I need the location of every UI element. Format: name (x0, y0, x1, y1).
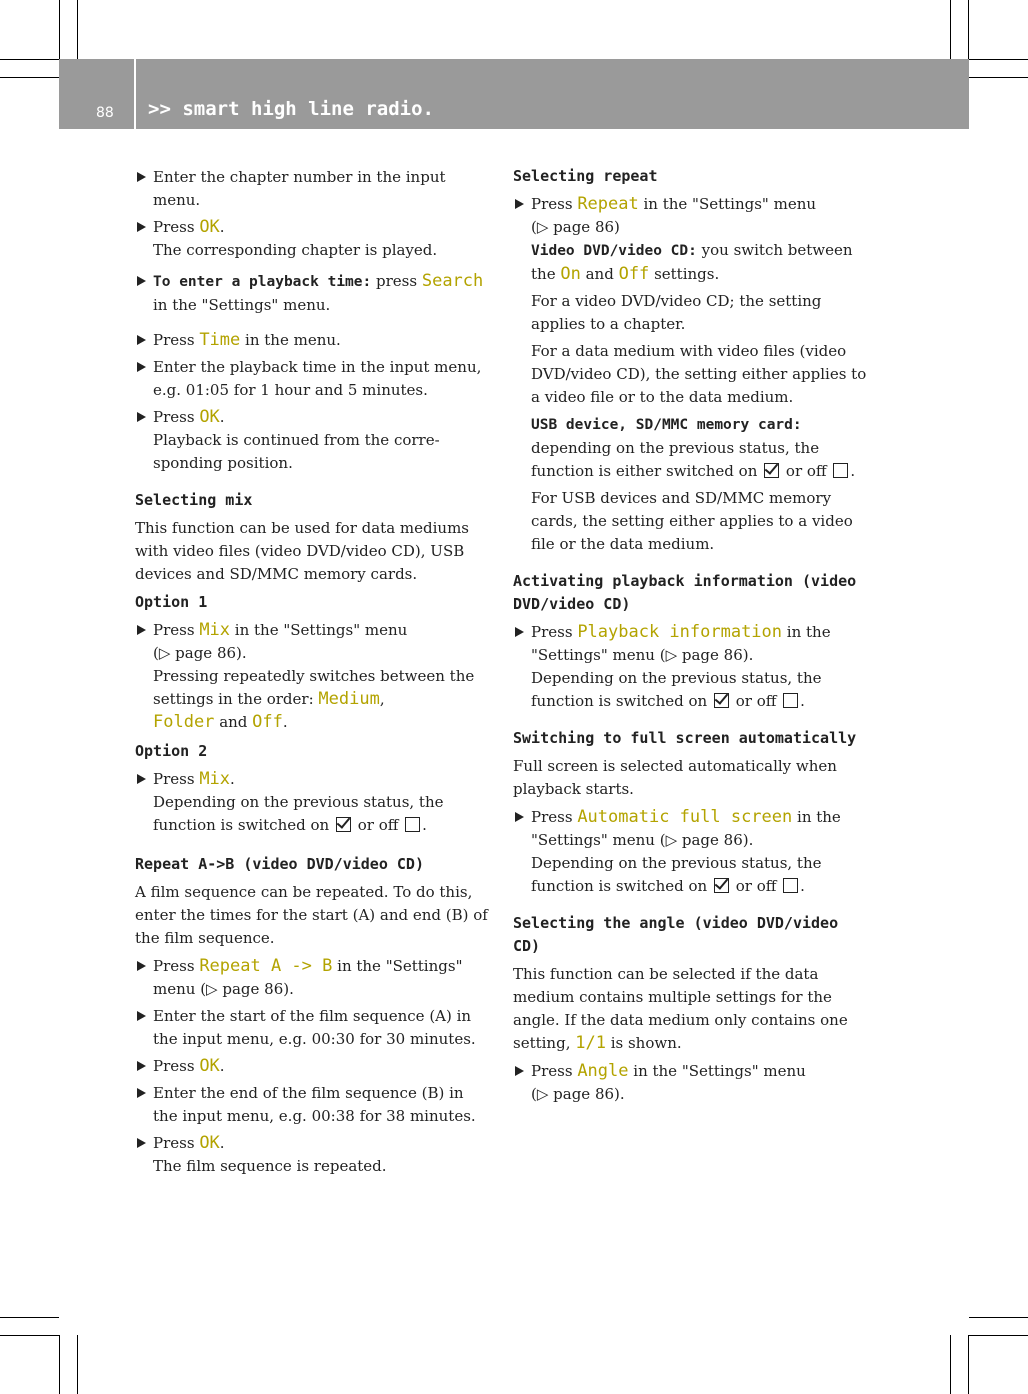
list-item: Press Repeat in the "Settings" menu (▷ page 86) Video DVD/video CD: you switch between the On and Off settings. (513, 193, 869, 286)
paragraph: USB device, SD/MMC memory card: depending on the previous status, the function is either switched on or off . (531, 417, 856, 480)
crop-mark (0, 1317, 59, 1318)
list-item: Press Mix in the "Settings" menu (▷ page 86). Pressing repeatedly switches between the settings in the order: Medium, Folder and Off. (135, 619, 491, 734)
menu-key: Automatic full screen (577, 807, 793, 827)
crop-mark (0, 77, 59, 78)
list-item: Press Automatic full screen in the "Settings" menu (▷ page 86). Depending on the previous status, the function is switched on or off . (513, 806, 869, 898)
crop-mark (59, 1335, 60, 1394)
list-item: Press Time in the menu. (135, 329, 491, 352)
list-item: Press OK. The corresponding chapter is played. (135, 216, 491, 262)
checkbox-checked-icon (714, 693, 729, 708)
menu-key: On (560, 264, 581, 284)
section-heading: Selecting repeat (513, 167, 658, 185)
checkbox-empty-icon (405, 817, 420, 832)
option-heading: Option 2 (135, 742, 208, 760)
checkbox-empty-icon (783, 693, 798, 708)
menu-key: Repeat A -> B (199, 956, 333, 976)
menu-key: Time (199, 330, 241, 350)
checkbox-checked-icon (764, 463, 779, 478)
list-item: To enter a playback time: press Search in the "Settings" menu. (135, 270, 491, 317)
menu-key: Mix (199, 769, 231, 789)
paragraph: This function can be used for data mediums with video files (video DVD/video CD), USB devices and SD/MMC memory cards. (135, 519, 469, 583)
list-item: Press Playback information in the "Settings" menu (▷ page 86). Depending on the previous status, the function is switched on or off . (513, 621, 869, 713)
menu-key: OK (199, 217, 220, 237)
left-column (135, 166, 491, 1182)
crop-mark (77, 1335, 78, 1394)
menu-key: 1/1 (575, 1033, 606, 1053)
page-number: 88 (96, 105, 114, 121)
checkbox-checked-icon (336, 817, 351, 832)
list-item: Press OK. The film sequence is repeated. (135, 1132, 491, 1178)
menu-key: Off (252, 712, 283, 732)
list-item: Press Repeat A -> B in the "Settings" menu (▷ page 86). (135, 955, 491, 1001)
crop-mark (950, 1335, 951, 1394)
list-item: Press Mix. Depending on the previous status, the function is switched on or off . (135, 768, 491, 837)
crop-mark (0, 59, 59, 60)
menu-key: OK (199, 1133, 220, 1153)
header-divider (134, 59, 136, 129)
menu-key: Folder (153, 712, 215, 732)
section-heading: Selecting the angle (video DVD/video CD) (513, 914, 839, 955)
paragraph: For a data medium with video files (video DVD/video CD), the setting either applies to a video file or to the data medium. (531, 342, 867, 406)
checkbox-empty-icon (833, 463, 848, 478)
menu-key: Angle (577, 1061, 629, 1081)
menu-key: Medium (318, 689, 380, 709)
paragraph: For a video DVD/video CD; the setting applies to a chapter. (531, 292, 822, 333)
right-column (513, 165, 869, 1110)
crop-mark (77, 0, 78, 59)
menu-key: Playback information (577, 622, 783, 642)
section-heading: Selecting mix (135, 491, 253, 509)
menu-key: Off (618, 264, 650, 284)
section-heading: Repeat A->B (video DVD/video CD) (135, 855, 424, 873)
page-title: >> smart high line radio. (148, 98, 434, 120)
list-item: Enter the playback time in the input menu, e.g. 01:05 for 1 hour and 5 minutes. (135, 356, 491, 402)
crop-mark (969, 59, 1028, 60)
crop-mark (969, 77, 1028, 78)
crop-mark (0, 1335, 59, 1336)
list-item: Press Angle in the "Settings" menu (▷ page 86). (513, 1060, 869, 1106)
paragraph: For USB devices and SD/MMC memory cards, the setting either applies to a video file or the data medium. (531, 489, 853, 553)
list-item: Enter the end of the film sequence (B) in the input menu, e.g. 00:38 for 38 minutes. (135, 1082, 491, 1128)
menu-key: OK (199, 1056, 220, 1076)
crop-mark (968, 0, 969, 59)
checkbox-empty-icon (783, 878, 798, 893)
option-heading: Option 1 (135, 593, 208, 611)
section-heading: Switching to full screen automatically (513, 729, 857, 747)
menu-key: Search (421, 271, 484, 291)
list-item: Enter the start of the film sequence (A) in the input menu, e.g. 00:30 for 30 minutes. (135, 1005, 491, 1051)
crop-mark (969, 1335, 1028, 1336)
list-item: Press OK. (135, 1055, 491, 1078)
crop-mark (950, 0, 951, 59)
paragraph: A film sequence can be repeated. To do this, enter the times for the start (A) and end (B) of the film sequence. (135, 883, 488, 947)
section-heading: Activating playback information (video DVD/video CD) (513, 572, 857, 613)
menu-key: Repeat (577, 194, 639, 214)
paragraph: This function can be selected if the data medium contains multiple settings for the angle. If the data medium only contains one setting, 1/1 is shown. (513, 965, 848, 1053)
checkbox-checked-icon (714, 878, 729, 893)
list-item: Press OK. Playback is continued from the corre-sponding position. (135, 406, 491, 475)
list-item: Enter the chapter number in the input menu. (135, 166, 491, 212)
crop-mark (59, 0, 60, 59)
paragraph: Full screen is selected automatically when playback starts. (513, 757, 837, 798)
crop-mark (969, 1317, 1028, 1318)
menu-key: OK (199, 407, 220, 427)
crop-mark (968, 1335, 969, 1394)
menu-key: Mix (199, 620, 231, 640)
